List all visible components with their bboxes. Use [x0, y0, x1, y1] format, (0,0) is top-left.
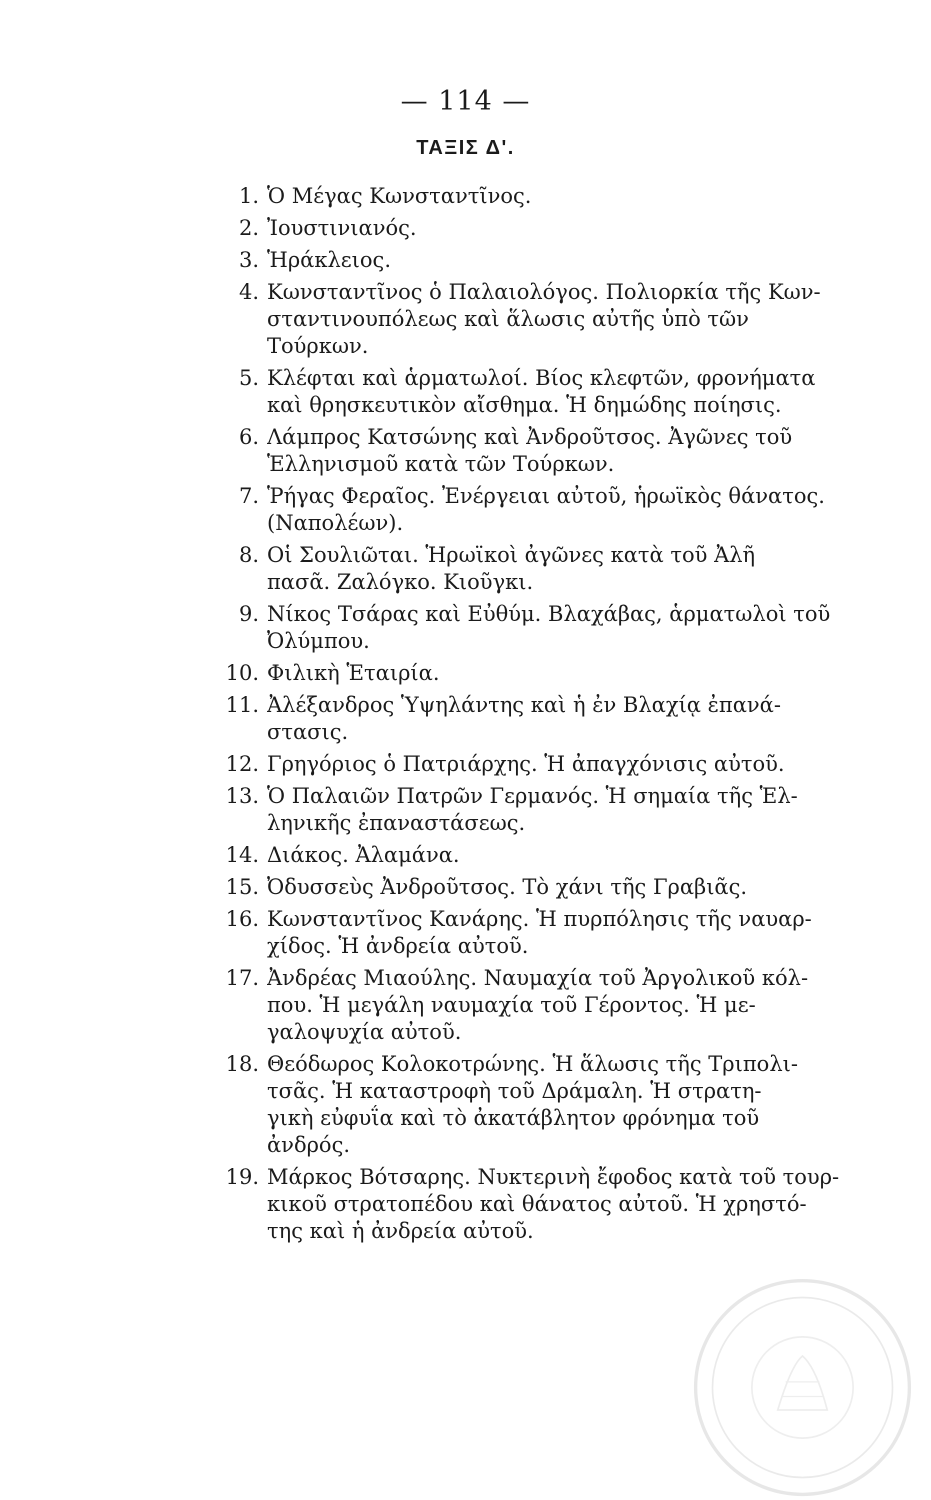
entry-line: ἀνδρός. — [267, 1133, 351, 1157]
entry-line: πασᾶ. Ζαλόγκο. Κιοῦγκι. — [267, 570, 534, 594]
entry-text — [267, 751, 845, 778]
list-item — [205, 874, 845, 901]
entry-line: Ἀνδρέας Μιαούλης. Ναυμαχία τοῦ Ἀργολικοῦ κόλ- — [267, 966, 809, 990]
list-item — [205, 424, 845, 478]
entry-line: Λάμπρος Κατσώνης καὶ Ἀνδροῦτσος. Ἀγῶνες τοῦ — [267, 425, 793, 449]
list-item — [205, 183, 845, 210]
entry-line: καὶ θρησκευτικὸν αἴσθημα. Ἡ δημώδης ποίησις. — [267, 393, 782, 417]
entry-line: Ῥήγας Φεραῖος. Ἐνέργειαι αὐτοῦ, ἡρωϊκὸς θάνατος. — [267, 484, 825, 508]
entry-line: Ἑλληνισμοῦ κατὰ τῶν Τούρκων. — [267, 452, 615, 476]
entry-line: Διάκος. Ἀλαμάνα. — [267, 843, 460, 867]
entry-line: της καὶ ἡ ἀνδρεία αὐτοῦ. — [267, 1219, 534, 1243]
entry-text — [267, 279, 845, 360]
list-item — [205, 601, 845, 655]
entry-number: 1. — [238, 184, 259, 208]
list-item — [205, 1051, 845, 1159]
entry-text — [267, 842, 845, 869]
entry-text — [267, 906, 845, 960]
list-item — [205, 751, 845, 778]
entry-text — [267, 692, 845, 746]
list-item — [205, 279, 845, 360]
entry-number: 14. — [225, 843, 259, 867]
entry-text — [267, 783, 845, 837]
list-item — [205, 542, 845, 596]
entry-text — [267, 483, 845, 537]
entry-text — [267, 1164, 845, 1245]
entry-line: τσᾶς. Ἡ καταστροφὴ τοῦ Δράμαλη. Ἡ στρατη- — [267, 1079, 762, 1103]
entry-line: που. Ἡ μεγάλη ναυμαχία τοῦ Γέροντος. Ἡ με- — [267, 993, 756, 1017]
entry-line: Τούρκων. — [267, 334, 369, 358]
entry-number: 19. — [225, 1165, 259, 1189]
entry-line: Φιλικὴ Ἑταιρία. — [267, 661, 440, 685]
entry-line: Μάρκος Βότσαρης. Νυκτερινὴ ἔφοδος κατὰ τοῦ τουρ- — [267, 1165, 840, 1189]
entry-line: Κωνσταντῖνος ὁ Παλαιολόγος. Πολιορκία τῆς Κων- — [267, 280, 821, 304]
entry-line: Ἀλέξανδρος Ὑψηλάντης καὶ ἡ ἐν Βλαχίᾳ ἐπανά- — [267, 693, 781, 717]
entry-number: 18. — [225, 1052, 259, 1076]
entry-line: κικοῦ στρατοπέδου καὶ θάνατος αὐτοῦ. Ἡ χρηστό- — [267, 1192, 807, 1216]
list-item — [205, 906, 845, 960]
list-item — [205, 965, 845, 1046]
entry-line: Ἰουστινιανός. — [267, 216, 417, 240]
list-item — [205, 660, 845, 687]
entry-line: Ὁ Μέγας Κωνσταντῖνος. — [267, 184, 532, 208]
entry-number: 2. — [238, 216, 259, 240]
entry-number: 12. — [225, 752, 259, 776]
list-item — [205, 783, 845, 837]
entry-line: Ὀδυσσεὺς Ἀνδροῦτσος. Τὸ χάνι τῆς Γραβιᾶς. — [267, 875, 748, 899]
entry-line: χίδος. Ἡ ἀνδρεία αὐτοῦ. — [267, 934, 529, 958]
entry-text — [267, 183, 845, 210]
entry-line: Ἡράκλειος. — [267, 248, 391, 272]
entry-number: 9. — [238, 602, 259, 626]
entry-line: Ὀλύμπου. — [267, 629, 370, 653]
entry-line: γικὴ εὐφυΐα καὶ τὸ ἀκατάβλητον φρόνημα τοῦ — [267, 1106, 760, 1130]
list-item — [205, 1164, 845, 1245]
entry-text — [267, 874, 845, 901]
entry-number: 10. — [225, 661, 259, 685]
entry-number: 3. — [238, 248, 259, 272]
entry-number: 7. — [238, 484, 259, 508]
entry-line: Νίκος Τσάρας καὶ Εὐθύμ. Βλαχάβας, ἁρματωλοὶ τοῦ — [267, 602, 831, 626]
entry-line: Θεόδωρος Κολοκοτρώνης. Ἡ ἅλωσις τῆς Τριπολι- — [267, 1052, 798, 1076]
entry-number: 5. — [238, 366, 259, 390]
entry-number: 15. — [225, 875, 259, 899]
entry-number: 8. — [238, 543, 259, 567]
entry-line: Ὁ Παλαιῶν Πατρῶν Γερμανός. Ἡ σημαία τῆς Ἑλ- — [267, 784, 798, 808]
entry-text — [267, 215, 845, 242]
university-seal-icon — [690, 1275, 915, 1500]
entry-line: Γρηγόριος ὁ Πατριάρχης. Ἡ ἀπαγχόνισις αὐτοῦ. — [267, 752, 785, 776]
entry-text — [267, 365, 845, 419]
entry-line: Κωνσταντῖνος Κανάρης. Ἡ πυρπόλησις τῆς ναυαρ- — [267, 907, 812, 931]
entry-text — [267, 542, 845, 596]
entry-number: 13. — [225, 784, 259, 808]
entry-number: 4. — [238, 280, 259, 304]
entry-number: 11. — [225, 693, 259, 717]
list-item — [205, 365, 845, 419]
entry-line: στασις. — [267, 720, 349, 744]
page-number: — 114 — — [400, 86, 531, 117]
entry-number: 16. — [225, 907, 259, 931]
entry-line: ληνικῆς ἐπαναστάσεως. — [267, 811, 526, 835]
entry-number: 17. — [225, 966, 259, 990]
entry-text — [267, 424, 845, 478]
entry-line: γαλοψυχία αὐτοῦ. — [267, 1020, 462, 1044]
entry-text — [267, 601, 845, 655]
entry-text — [267, 247, 845, 274]
list-item — [205, 483, 845, 537]
list-item — [205, 842, 845, 869]
entry-line: (Ναπολέων). — [267, 511, 404, 535]
entry-line: σταντινουπόλεως καὶ ἅλωσις αὐτῆς ὑπὸ τῶν — [267, 307, 749, 331]
entry-line: Κλέφται καὶ ἁρματωλοί. Βίος κλεφτῶν, φρονήματα — [267, 366, 816, 390]
entry-text — [267, 965, 845, 1046]
entry-line: Οἱ Σουλιῶται. Ἡρωϊκοὶ ἀγῶνες κατὰ τοῦ Ἀλῆ — [267, 543, 756, 567]
entry-number: 6. — [238, 425, 259, 449]
list-item — [205, 692, 845, 746]
list-item — [205, 247, 845, 274]
entry-text — [267, 1051, 845, 1159]
list-item — [205, 215, 845, 242]
entry-text — [267, 660, 845, 687]
entry-list — [205, 183, 845, 1245]
section-title: ΤΑΞΙΣ Δ'. — [416, 137, 515, 159]
